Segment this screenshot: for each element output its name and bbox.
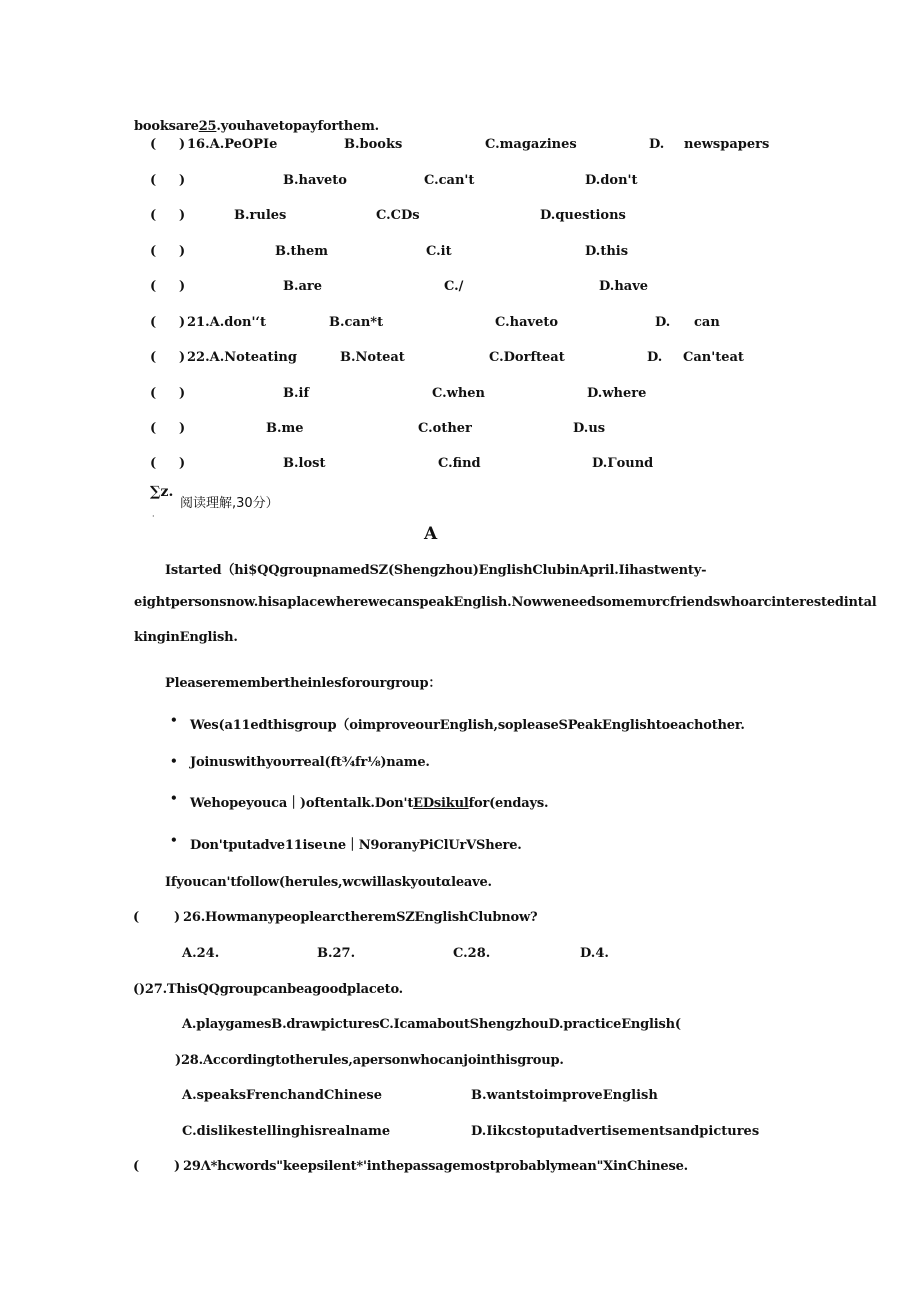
answer-paren-open: ( [150, 137, 157, 152]
answer-paren-open: ( [133, 1159, 140, 1174]
rule-text: Wes(a11edthisgroup（oimproveourEnglish,sopleaseSPeakEnglishtoeachother. [190, 718, 745, 733]
passage-line-1: Istarted（hi$QQgroupnamedSZ(Shengzhou)EnglishClubinApril.Iihastwenty- [165, 563, 707, 578]
answer-paren-close: ) [179, 350, 186, 365]
option-b: B.are [283, 279, 323, 294]
option-b: B.them [275, 244, 328, 259]
option-b: B.books [344, 137, 403, 152]
passage-title: A [424, 524, 438, 544]
section-heading: 阅读理解,30分） [180, 496, 279, 511]
option-a: 21.A.don'‘t [187, 315, 266, 330]
option-b: B.haveto [283, 173, 347, 188]
option-c: C.haveto [495, 315, 559, 330]
answer-paren-open: ( [150, 386, 157, 401]
section-mark: ∑z. [150, 484, 174, 500]
answer-paren-open: ( [150, 244, 157, 259]
answer-paren-close: ) [179, 421, 186, 436]
rule-text: Joinuswithyoυrreal(ft¾fr⅛)name. [190, 755, 430, 770]
rule-underlined-words: EDsikul [413, 796, 469, 811]
rule-text-end: for(endays. [468, 796, 549, 811]
answer-paren-close: ) [174, 910, 181, 925]
option-c: C.it [426, 244, 452, 259]
cloze-tail-line [134, 119, 379, 134]
decorative-dot: · [152, 512, 155, 521]
answer-paren-close: ) [179, 244, 186, 259]
rule-item [190, 834, 522, 853]
rule-text: Wehopeyouca｜)oftentalk.Don't [190, 796, 414, 811]
option-b: B.rules [234, 208, 287, 223]
option-d-label: D. [649, 137, 665, 152]
q28-option-a: A.speaksFrenchandChinese [182, 1088, 382, 1103]
q28-option-b: B.wantstoimproveEnglish [471, 1088, 658, 1103]
option-d-text: Can'teat [683, 350, 744, 365]
answer-paren-close: ) [179, 208, 186, 223]
cloze-tail-post: .youhavetopayforthem. [216, 119, 379, 134]
option-c: C.Dorfteat [489, 350, 565, 365]
rules-intro: Pleaseremembertheinlesforourgroup： [165, 676, 442, 691]
question-29: 29Λ*hcwords"keepsilent*'inthepassagemostprobablymean"XinChinese. [183, 1159, 689, 1174]
answer-paren-close: ) [179, 386, 186, 401]
option-c: C.magazines [485, 137, 577, 152]
q26-option-b: B.27. [317, 946, 356, 961]
option-b: B.if [283, 386, 310, 401]
bullet-icon: • [170, 791, 178, 805]
answer-paren-close: ) [179, 456, 186, 471]
option-d: D.questions [540, 208, 626, 223]
answer-paren-open: ( [150, 456, 157, 471]
option-a: 16.A.PeOPIe [187, 137, 278, 152]
bullet-icon: • [170, 754, 178, 768]
q26-option-d: D.4. [580, 946, 609, 961]
q26-option-c: C.28. [453, 946, 491, 961]
question-28: )28.Accordingtotherules,apersonwhocanjointhisgroup. [175, 1053, 564, 1068]
answer-paren-open: ( [150, 421, 157, 436]
option-a: 22.A.Noteating [187, 350, 297, 365]
passage-line-3: kinginEnglish. [134, 630, 238, 645]
option-c: C.when [432, 386, 486, 401]
answer-paren-close: ) [179, 137, 186, 152]
option-d: D.have [599, 279, 649, 294]
q28-option-d: D.Iikcstoputadvertisementsandpictures [471, 1124, 760, 1139]
answer-paren-close: ) [179, 279, 186, 294]
rule-text: Don'tputadve11iseιne｜N9oranyPiClUrVShere. [190, 838, 522, 853]
answer-paren-close: ) [174, 1159, 181, 1174]
option-d: D.don't [585, 173, 638, 188]
option-b: B.lost [283, 456, 326, 471]
answer-paren-open: ( [150, 315, 157, 330]
rule-item [190, 714, 745, 733]
question-26: 26.HowmanypeoplearctheremSZEnglishClubnow? [183, 910, 538, 925]
answer-paren-open: ( [150, 279, 157, 294]
rule-item [190, 755, 430, 770]
answer-paren-open: ( [133, 910, 140, 925]
option-c: C./ [444, 279, 464, 294]
option-c: C.can't [424, 173, 475, 188]
answer-paren-open: ( [150, 173, 157, 188]
answer-paren-close: ) [179, 315, 186, 330]
answer-paren-close: ) [179, 173, 186, 188]
blank-25: 25 [198, 119, 217, 134]
answer-paren-open: ( [150, 350, 157, 365]
question-27: ()27.ThisQQgroupcanbeagoodplaceto. [133, 982, 404, 997]
bullet-icon: • [170, 833, 178, 847]
option-c: C.CDs [376, 208, 420, 223]
option-d: D.this [585, 244, 629, 259]
option-d-label: D. [647, 350, 663, 365]
rule-item [190, 792, 548, 811]
option-d-text: newspapers [684, 137, 770, 152]
q26-option-a: A.24. [182, 946, 220, 961]
option-b: B.Noteat [340, 350, 405, 365]
option-b: B.can*t [329, 315, 384, 330]
option-d-text: can [694, 315, 720, 330]
q28-option-c: C.dislikestellinghisrealname [182, 1124, 391, 1139]
passage-line-2: eightpersonsnow.hisaplacewherewecanspeakEnglish.Nowweneedsomemυrcfriendswhoarcinterestedintal [134, 595, 877, 610]
option-c: C.other [418, 421, 472, 436]
cloze-tail-pre: booksare [134, 119, 199, 134]
passage-closing: Ifyoucan'tfollow(herules,wcwillaskyoutαleave. [165, 875, 492, 890]
answer-paren-open: ( [150, 208, 157, 223]
option-d-label: D. [655, 315, 671, 330]
bullet-icon: • [170, 713, 178, 727]
option-d: D.where [587, 386, 647, 401]
option-b: B.me [266, 421, 304, 436]
q27-options: A.playgamesB.drawpicturesC.IcamaboutShengzhouD.practiceEnglish( [182, 1017, 681, 1032]
option-c: C.find [438, 456, 481, 471]
option-d: D.us [573, 421, 606, 436]
option-d: D.Γound [592, 456, 654, 471]
